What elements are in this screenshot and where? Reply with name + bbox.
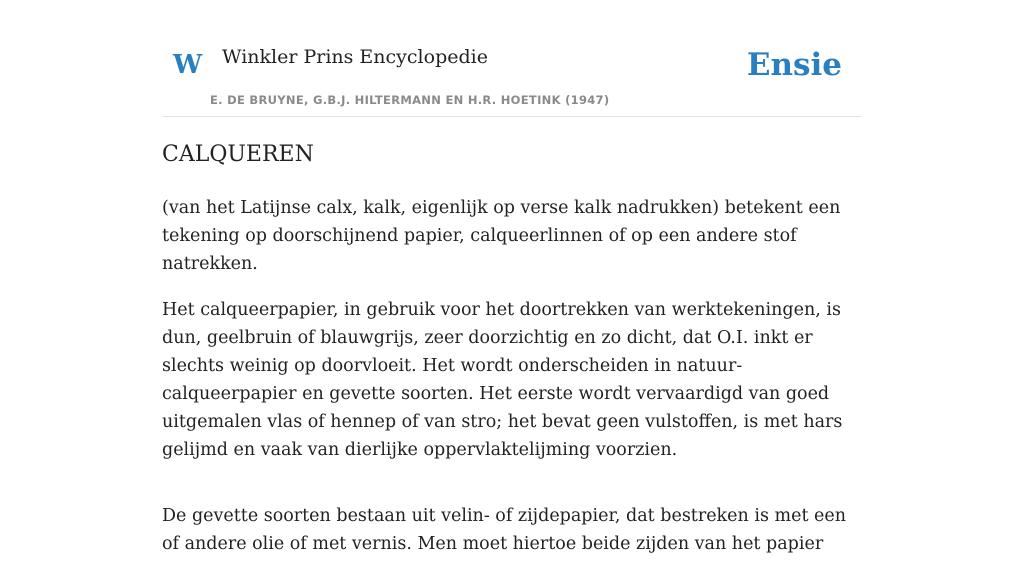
article-paragraph: De gevette soorten bestaan uit velin- of zijdepapier, dat bestreken is met een of andere olie of met vernis. Men moet hiertoe beide zijden van het papier xyxy=(162,506,847,554)
source-authors: E. DE BRUYNE, G.B.J. HILTERMANN EN H.R. HOETINK (1947) xyxy=(210,93,610,107)
article-paragraph: (van het Latijnse calx, kalk, eigenlijk op verse kalk nadrukken) betekent een tekening op doorschijnend papier, calqueerlinnen of op een andere stof natrekken. xyxy=(162,198,841,274)
article-title: CALQUEREN xyxy=(162,142,314,167)
article xyxy=(162,140,867,576)
site-logo[interactable]: W xyxy=(173,50,203,80)
site-title[interactable]: Winkler Prins Encyclopedie xyxy=(222,46,488,68)
article-paragraph: Het calqueerpapier, in gebruik voor het doortrekken van werktekeningen, is dun, geelbruin of blauwgrijs, zeer doorzichtig en zo dicht, dat O.I. inkt er slechts weinig op doorvloeit. Het wordt onderscheiden in natuur-calqueerpapier en gevette soorten. Het eerste wordt vervaardigd van goed uitgemalen vlas of hennep of van stro; het bevat geen vulstoffen, is met hars gelijmd en vaak van dierlijke oppervlaktelijming voorzien. xyxy=(162,300,843,460)
site-header xyxy=(162,0,862,117)
brand-logo[interactable]: Ensie xyxy=(746,47,842,83)
